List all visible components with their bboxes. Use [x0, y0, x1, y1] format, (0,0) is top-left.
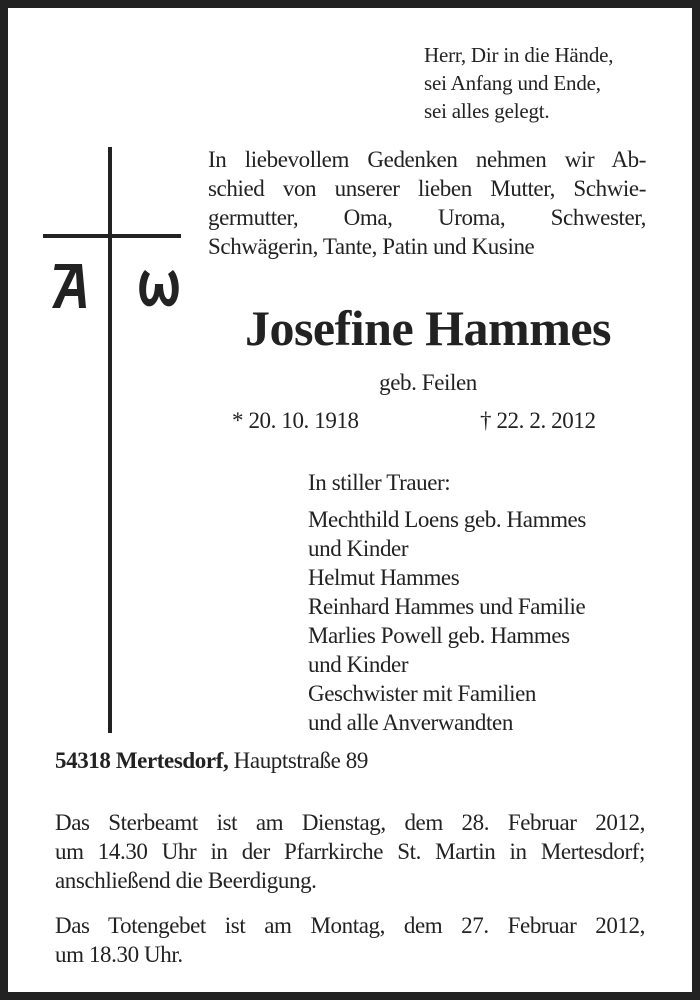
verse-line: Herr, Dir in die Hände, — [424, 43, 614, 67]
cross-bar — [43, 234, 181, 238]
mourner: Geschwister mit Familien — [308, 681, 537, 706]
mourner: und alle Anverwandten — [308, 710, 513, 735]
address-street: Hauptstraße 89 — [233, 748, 368, 773]
deceased-name: Josefine Hammes — [244, 300, 612, 356]
verse — [424, 41, 613, 125]
mourner: Reinhard Hammes und Familie — [308, 594, 586, 619]
address-city: 54318 Mertesdorf, — [55, 748, 229, 773]
mourner: Mechthild Loens geb. Hammes — [308, 507, 586, 532]
birth-date: * 20. 10. 1918 — [232, 408, 359, 433]
death-date: † 22. 2. 2012 — [480, 408, 596, 433]
address — [55, 746, 368, 775]
funeral-line: um 14.30 Uhr in der Pfarrkirche St. Martin in Mertesdorf; — [55, 839, 645, 864]
intro-line: Schwägerin, Tante, Patin und Kusine — [208, 234, 535, 259]
funeral-line: anschließend die Beerdigung. — [55, 868, 317, 893]
verse-line: sei Anfang und Ende, — [424, 71, 601, 95]
funeral-line: Das Sterbeamt ist am Dienstag, dem 28. Februar 2012, — [55, 810, 645, 835]
intro-line: schied von unserer lieben Mutter, Schwie- — [208, 176, 646, 201]
alpha-icon — [46, 258, 96, 318]
mourner: Marlies Powell geb. Hammes — [308, 623, 570, 648]
intro-line: germutter, Oma, Uroma, Schwester, — [208, 205, 646, 230]
obituary-card — [8, 8, 692, 992]
mourning-heading: In stiller Trauer: — [308, 470, 451, 495]
prayer-line: um 18.30 Uhr. — [55, 942, 183, 967]
mourners-list — [308, 505, 586, 737]
prayer-line: Das Totengebet ist am Montag, dem 27. Februar 2012, — [55, 913, 645, 938]
mourner: Helmut Hammes — [308, 565, 460, 590]
prayer-info — [55, 911, 645, 969]
funeral-info — [55, 808, 645, 895]
maiden-name: geb. Feilen — [379, 370, 477, 395]
mourner: und Kinder — [308, 652, 409, 677]
intro-line: In liebevollem Gedenken nehmen wir Ab- — [208, 147, 646, 172]
intro-text — [208, 145, 646, 261]
verse-line: sei alles gelegt. — [424, 99, 550, 123]
mourner: und Kinder — [308, 536, 409, 561]
